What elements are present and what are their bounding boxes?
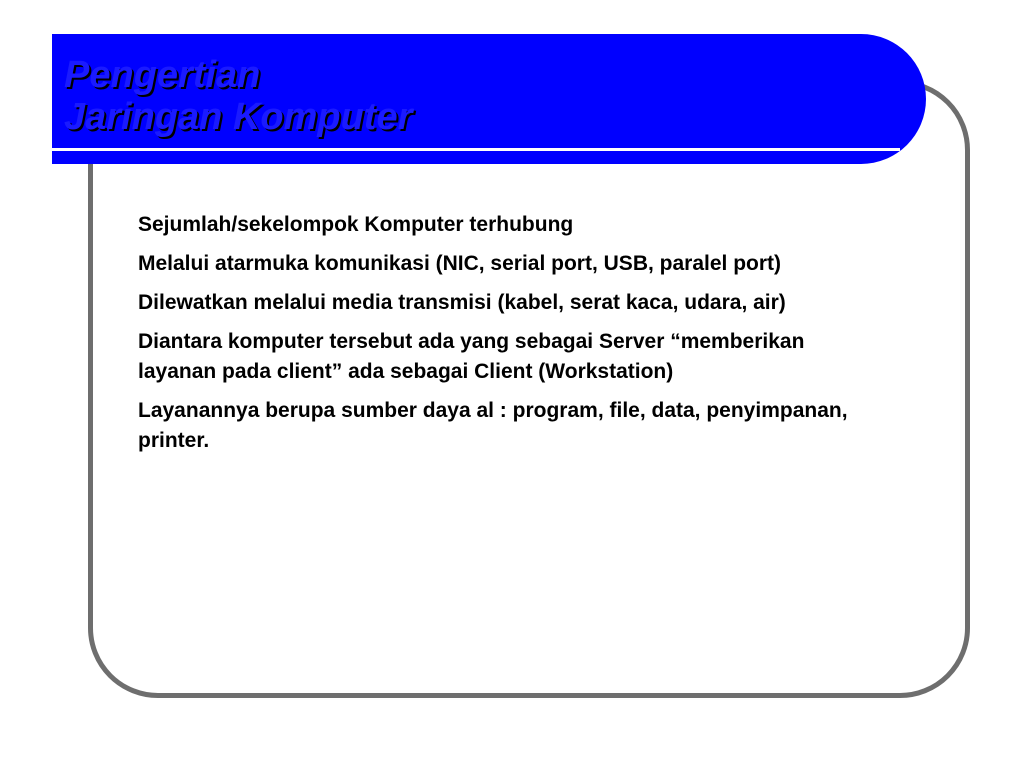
bullet-item: Layanannya berupa sumber daya al : program, file, data, penyimpanan, printer. [138,399,848,452]
title-underline [52,148,900,151]
bullet-item: Dilewatkan melalui media transmisi (kabel, serat kaca, udara, air) [138,291,786,314]
bullet-item: Diantara komputer tersebut ada yang sebagai Server “memberikan layanan pada client” ada sebagai Client (Workstation) [138,330,805,383]
bullet-item: Melalui atarmuka komunikasi (NIC, serial port, USB, paralel port) [138,252,782,275]
slide-title [64,54,412,138]
bullet-item: Sejumlah/sekelompok Komputer terhubung [138,213,574,236]
title-line-2: Jaringan Komputer [64,96,413,138]
title-line-1: Pengertian [64,54,261,96]
bullet-list [138,210,858,465]
